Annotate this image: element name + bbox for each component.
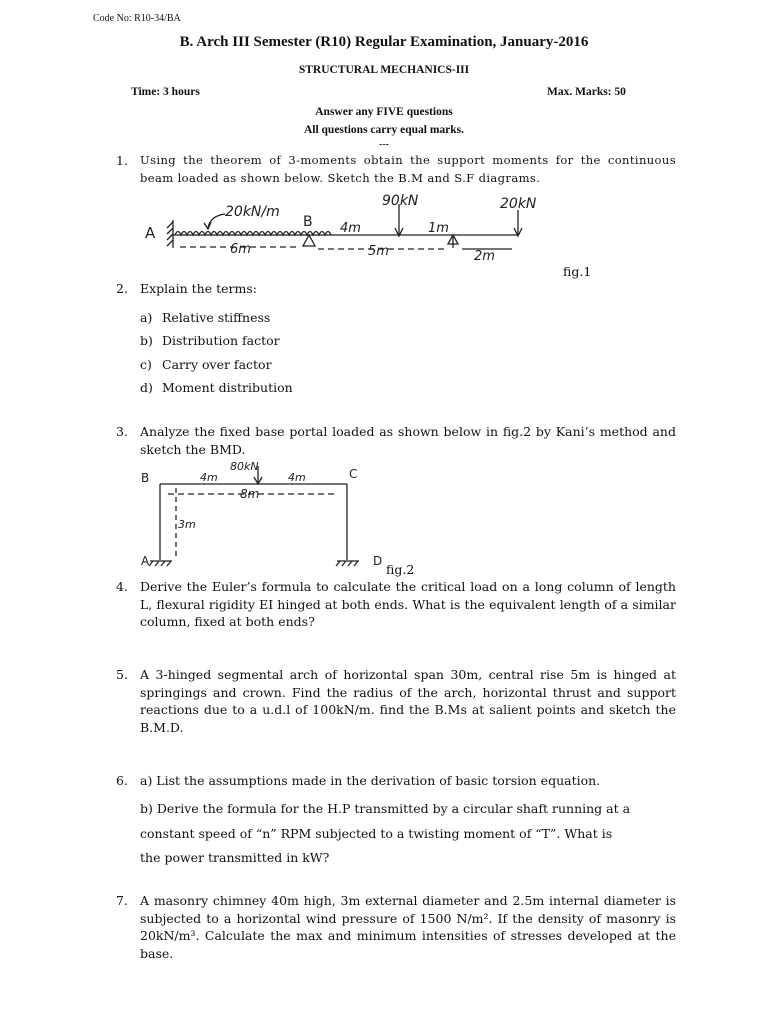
label-udl: 20kN/m — [225, 204, 280, 220]
question-text: A masonry chimney 40m high, 3m external diameter and 2.5m internal diameter is subjected to a horizontal wind pressure of 1500 N/m². If the density of masonry is 20kN/m³. Calculate the max and minimum intensities of stresses developed at the base. — [140, 893, 676, 961]
question-text: Analyze the fixed base portal loaded as shown below in fig.2 by Kani’s method and sketch the BMD. — [140, 424, 676, 457]
label-support-b: B — [303, 214, 313, 230]
question-number: 5. — [116, 667, 128, 682]
base-hatch-right — [336, 561, 359, 566]
label-node-d: D — [373, 554, 383, 568]
label-load: 80kN — [230, 460, 259, 473]
question-number: 3. — [116, 424, 128, 439]
max-marks: Max. Marks: 50 — [547, 86, 626, 98]
instruction-answer: Answer any FIVE questions — [315, 106, 453, 118]
question-5 — [116, 666, 676, 736]
question-6 — [116, 772, 676, 790]
question-2-part-c — [140, 357, 272, 372]
label-height: 3m — [178, 518, 196, 531]
label-point-load-2: 20kN — [500, 196, 537, 212]
label-node-c: C — [349, 467, 358, 481]
question-3 — [116, 423, 676, 458]
exam-title: B. Arch III Semester (R10) Regular Examination, January-2016 — [179, 34, 589, 50]
question-text: a) List the assumptions made in the derivation of basic torsion equation. — [140, 773, 601, 788]
label-seg-left: 4m — [200, 471, 218, 484]
base-hatch-left — [149, 561, 172, 566]
question-6-part-b-line-1: b) Derive the formula for the H.P transmitted by a circular shaft running at a — [140, 801, 631, 816]
fig1-caption: fig.1 — [563, 264, 592, 279]
label-node-b: B — [141, 471, 150, 485]
label-span-bc: 5m — [368, 244, 389, 259]
label-support-a: A — [145, 224, 156, 242]
support-b-icon — [303, 235, 315, 246]
question-number: 1. — [116, 153, 128, 168]
udl-pointer-head — [204, 222, 211, 229]
separator: --- — [379, 139, 389, 150]
question-text: Using the theorem of 3-moments obtain the support moments for the continuous beam loaded as shown below. Sketch the B.M and S.F diagrams. — [140, 153, 676, 185]
code-number: Code No: R10-34/BA — [93, 13, 181, 24]
part-label: a) — [140, 310, 153, 325]
question-2-part-a — [140, 310, 270, 325]
exam-time: Time: 3 hours — [131, 86, 200, 98]
question-7 — [116, 892, 676, 962]
question-number: 4. — [116, 579, 128, 594]
question-text: Explain the terms: — [140, 281, 257, 296]
question-number: 7. — [116, 893, 128, 908]
part-label: b) — [140, 333, 153, 348]
label-point-load-1: 90kN — [382, 193, 419, 209]
question-2-part-b — [140, 333, 280, 348]
label-node-a: A — [141, 554, 150, 568]
question-6-part-b-line-2: constant speed of “n” RPM subjected to a twisting moment of “T”. What is — [140, 826, 613, 841]
label-span-ab: 6m — [230, 242, 251, 257]
part-text: Carry over factor — [162, 357, 272, 372]
beam-figure — [140, 186, 560, 266]
question-2 — [116, 280, 676, 298]
part-text: Distribution factor — [162, 333, 280, 348]
question-number: 2. — [116, 281, 128, 296]
udl-pointer — [208, 214, 225, 228]
question-4 — [116, 578, 676, 631]
question-number: 6. — [116, 773, 128, 788]
subject-title: STRUCTURAL MECHANICS-III — [298, 64, 470, 76]
question-6-part-b-line-3: the power transmitted in kW? — [140, 850, 330, 865]
part-label: d) — [140, 380, 153, 395]
question-text: A 3-hinged segmental arch of horizontal span 30m, central rise 5m is hinged at springings and crown. Find the radius of the arch, horizontal thrust and support reactions due to a u.d.l of 100kN/m. find the B.Ms at salient points and sketch the B.M.D. — [140, 667, 676, 735]
fixed-support-hatch — [167, 222, 173, 246]
question-2-part-d — [140, 380, 293, 395]
part-text: Moment distribution — [162, 380, 293, 395]
question-1 — [116, 152, 676, 187]
label-overhang: 2m — [474, 249, 495, 264]
portal-frame-figure — [140, 458, 390, 570]
label-seg-4m: 4m — [340, 221, 361, 236]
part-text: Relative stiffness — [162, 310, 271, 325]
fig2-caption: fig.2 — [386, 562, 415, 577]
instruction-marks: All questions carry equal marks. — [303, 124, 465, 136]
part-label: c) — [140, 357, 152, 372]
question-text: Derive the Euler’s formula to calculate the critical load on a long column of length L, flexural rigidity EI hinged at both ends. What is the equivalent length of a similar column, fixed at both ends? — [140, 579, 676, 629]
label-seg-right: 4m — [288, 471, 306, 484]
label-seg-1m: 1m — [428, 221, 449, 236]
udl-load — [175, 232, 331, 236]
label-span: 8m — [240, 487, 260, 501]
